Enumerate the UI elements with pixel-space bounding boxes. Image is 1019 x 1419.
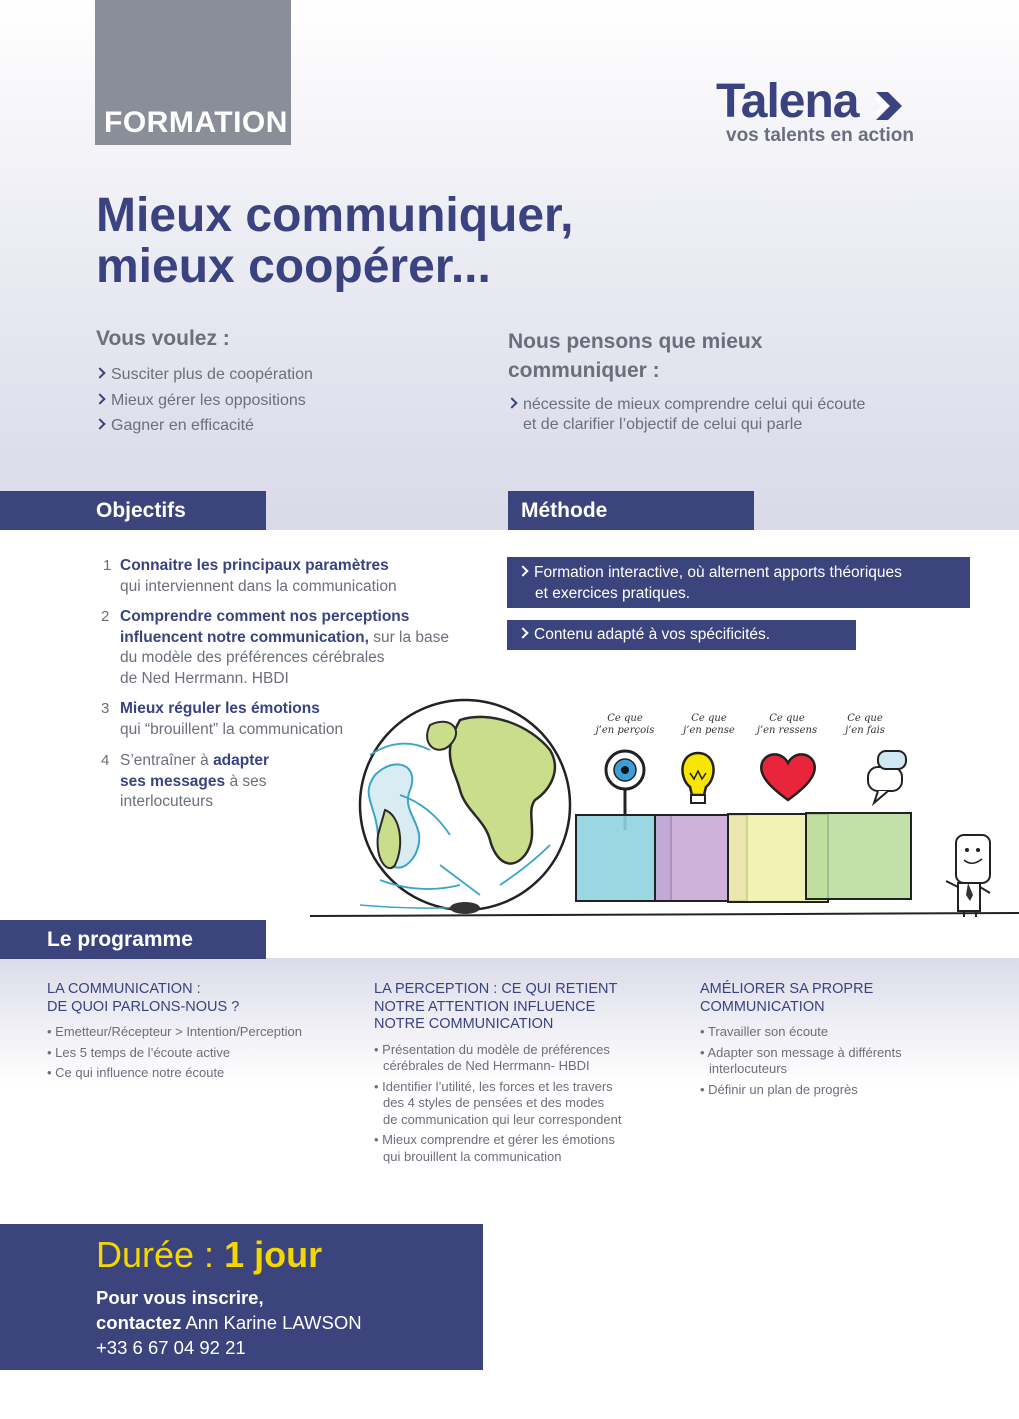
logo-name: Talena [716, 75, 859, 128]
caption-fais: Ce que j’en fais [845, 713, 885, 736]
speech-bubble-icon [868, 751, 906, 803]
objective-item: Comprendre comment nos perceptions influencent notre communication, sur la base du modèle des préférences cérébrales de Ned Herrmann. HBDI [120, 608, 450, 687]
caption-pense: Ce que j’en pense [683, 713, 735, 736]
intro-left-item: Gagner en efficacité [96, 417, 254, 435]
intro-left-item: Susciter plus de coopération [96, 366, 313, 384]
programme-column-2: LA PERCEPTION : CE QUI RETIENT NOTRE ATTENTION INFLUENCE NOTRE COMMUNICATION • Présentation du modèle de préférences cérébrales de Ned Herrmann- HBDI • Identifier l’utilité, les forces et les travers des 4 styles de pensées et des modes de communication qui leur correspondent • Mieux comprendre et gérer les émotions qui brouillent la communication [374, 981, 674, 1165]
objectifs-heading: Objectifs [0, 491, 266, 530]
programme-column-1: LA COMMUNICATION : DE QUOI PARLONS-NOUS ? • Emetteur/Récepteur > Intention/Perception • Les 5 temps de l’écoute active • Ce qui influence notre écoute [47, 981, 347, 1082]
lightbulb-icon [682, 753, 713, 803]
programme-item: • Ce qui influence notre écoute [47, 1065, 225, 1080]
objective-item: Mieux réguler les émotions qui “brouillent” la communication [120, 700, 344, 738]
intro-right-item: nécessite de mieux comprendre celui qui écoute et de clarifier l’objectif de celui qui parle [508, 395, 865, 435]
globe-icon [360, 700, 570, 914]
programme-item: • Identifier l’utilité, les forces et les travers des 4 styles de pensées et des modes de communication qui leur correspondent [374, 1078, 622, 1127]
methode-box-2: Contenu adapté à vos spécificités. [507, 620, 856, 650]
programme-heading: Le programme [0, 920, 266, 959]
title-line-1: Mieux communiquer, [96, 189, 574, 242]
intro-right-heading: Nous pensons que mieux communiquer : [508, 330, 763, 382]
panel-action [806, 813, 911, 899]
programme-item: • Adapter son message à différents interlocuteurs [700, 1044, 902, 1076]
contact-block: Pour vous inscrire, contactez Ann Karine LAWSON +33 6 67 04 92 21 [96, 1287, 362, 1358]
chevron-right-icon [94, 393, 105, 404]
chevron-right-icon [506, 397, 517, 408]
intro-left-item: Mieux gérer les oppositions [96, 392, 306, 410]
caption-percois: Ce que j’en perçois [595, 713, 655, 736]
programme-column-3: AMÉLIORER SA PROPRE COMMUNICATION • Travailler son écoute • Adapter son message à différents interlocuteurs • Définir un plan de progrès [700, 981, 1000, 1098]
page-title [96, 190, 573, 292]
objective-number: 4 [101, 752, 110, 769]
title-line-2: mieux coopérer... [96, 240, 491, 293]
intro-left-heading: Vous voulez : [96, 327, 230, 350]
logo-tagline: vos talents en action [726, 125, 914, 146]
heart-icon [761, 754, 815, 800]
formation-label: FORMATION [104, 106, 288, 139]
phone-number: +33 6 67 04 92 21 [96, 1337, 246, 1358]
programme-item: • Les 5 temps de l’écoute active [47, 1044, 231, 1060]
ground-line [310, 913, 1019, 916]
programme-item: • Travailler son écoute [700, 1024, 829, 1039]
stick-figure-icon [946, 835, 990, 917]
programme-item: • Définir un plan de progrès [700, 1081, 858, 1097]
duree: Durée : 1 jour [96, 1234, 323, 1275]
objective-number: 1 [103, 557, 112, 574]
objective-item: S’entraîner à adapter ses messages à ses interlocuteurs [120, 752, 270, 810]
caption-ressens: Ce que j’en ressens [756, 713, 818, 736]
programme-item: • Présentation du modèle de préférences cérébrales de Ned Herrmann- HBDI [374, 1041, 610, 1073]
chevron-right-icon [517, 627, 528, 638]
programme-item: • Mieux comprendre et gérer les émotions qui brouillent la communication [374, 1132, 615, 1164]
chevron-right-icon [94, 418, 105, 429]
logo-arrow-icon [874, 90, 904, 122]
chevron-right-icon [94, 367, 105, 378]
methode-box-1: Formation interactive, où alternent apports théoriques et exercices pratiques. [507, 557, 970, 608]
objective-item: Connaitre les principaux paramètres qui interviennent dans la communication [120, 557, 397, 595]
objective-number: 3 [101, 700, 110, 717]
programme-item: • Emetteur/Récepteur > Intention/Perception [47, 1024, 302, 1039]
objective-number: 2 [101, 608, 110, 625]
methode-heading: Méthode [508, 491, 754, 530]
chevron-right-icon [517, 565, 528, 576]
